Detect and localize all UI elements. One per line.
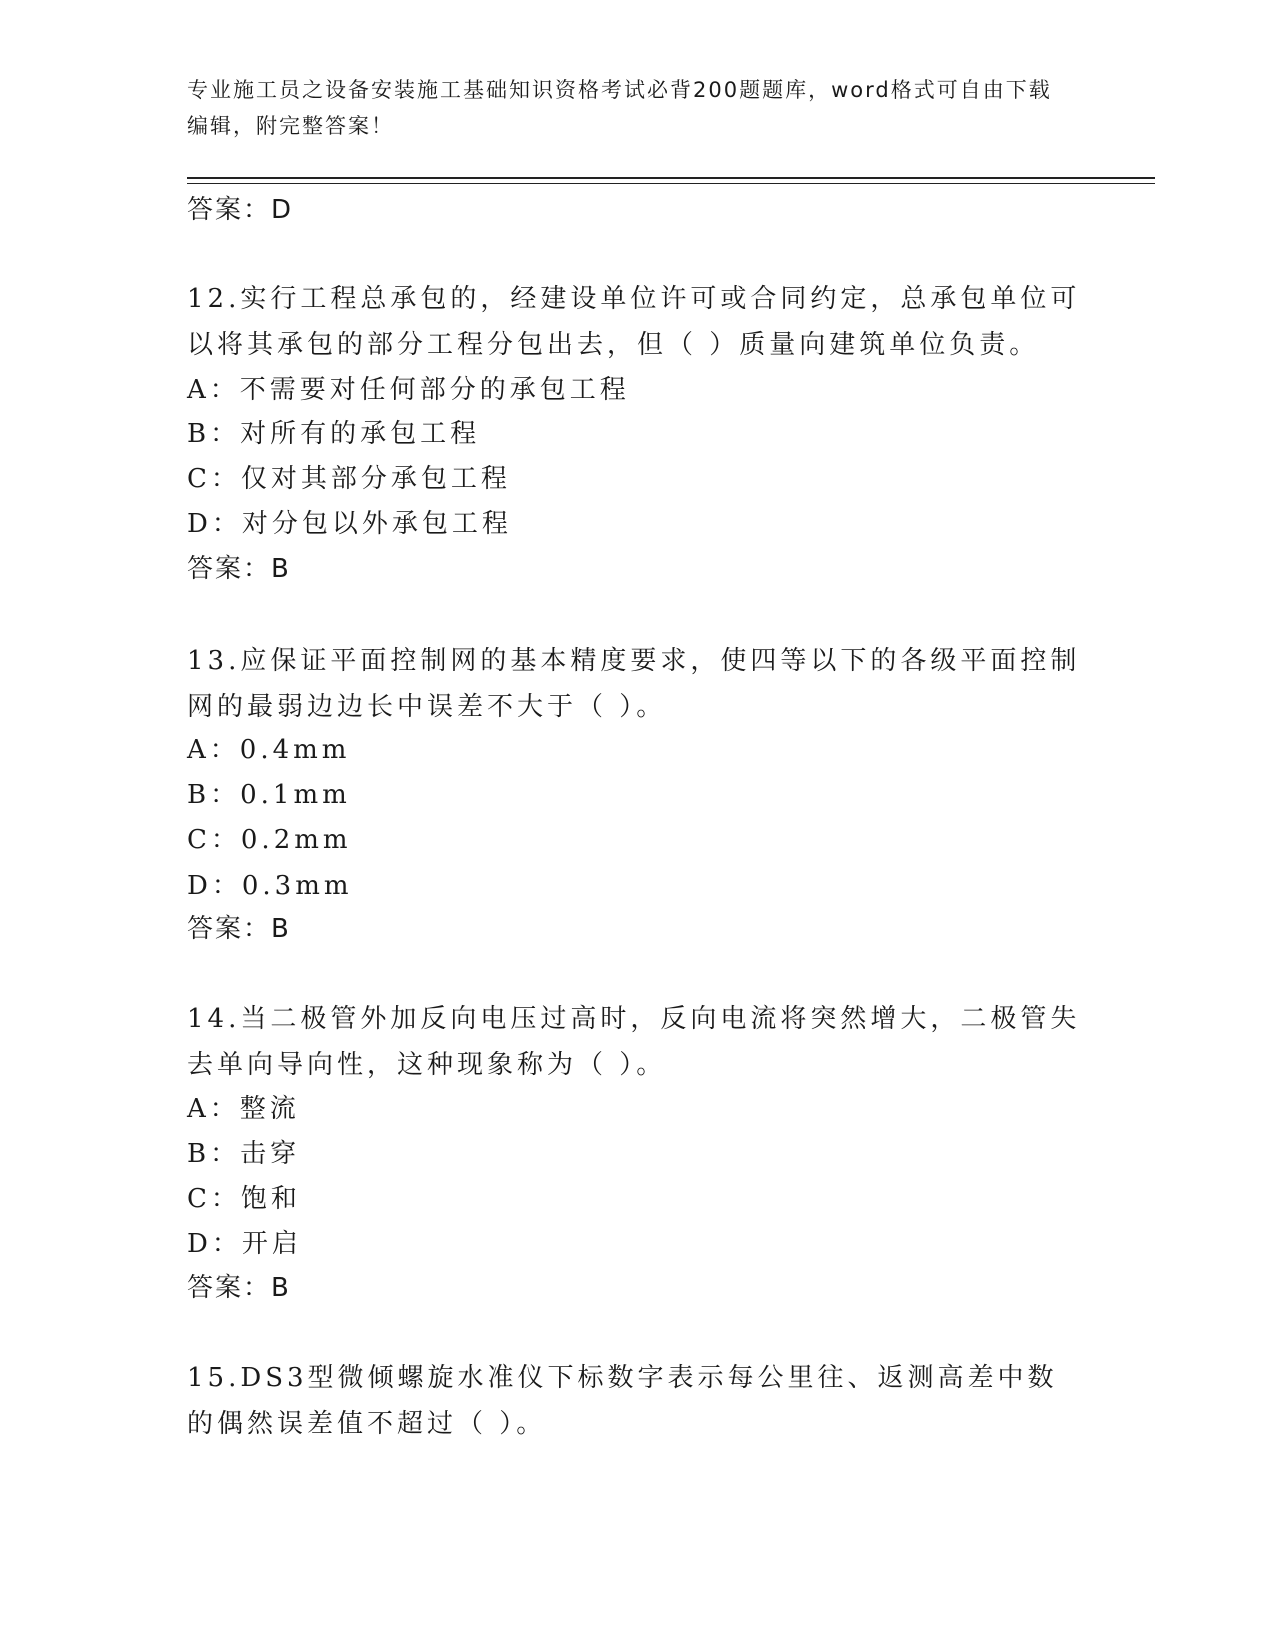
question-14-option-d: D：开启 [187, 1229, 302, 1259]
answer-13: 答案：B [187, 914, 291, 944]
question-15: 15.DS3型微倾螺旋水准仪下标数字表示每公里往、返测高差中数的偶然误差值不超过（ ）。 [187, 1363, 1058, 1439]
question-14-option-b: B：击穿 [187, 1139, 301, 1169]
header-divider-thick [187, 177, 1155, 179]
header-divider-thin [187, 183, 1155, 184]
document-header: 专业施工员之设备安装施工基础知识资格考试必背200题题库，word格式可自由下载编辑，附完整答案！ [187, 78, 1052, 138]
question-13-option-a: A：0.4mm [187, 735, 351, 765]
question-14-option-c: C：饱和 [187, 1184, 301, 1214]
answer-11: 答案：D [187, 195, 294, 225]
question-13-option-b: B：0.1mm [187, 780, 351, 810]
question-13-option-d: D：0.3mm [187, 871, 353, 901]
answer-12: 答案：B [187, 554, 291, 584]
question-13-option-c: C：0.2mm [187, 825, 352, 855]
question-14-option-a: A：整流 [187, 1094, 300, 1124]
question-13: 13.应保证平面控制网的基本精度要求，使四等以下的各级平面控制网的最弱边边长中误差不大于（ ）。 [187, 646, 1081, 722]
question-12: 12.实行工程总承包的，经建设单位许可或合同约定，总承包单位可以将其承包的部分工程分包出去，但（ ）质量向建筑单位负责。 [187, 284, 1081, 360]
question-12-option-d: D：对分包以外承包工程 [187, 509, 512, 539]
question-14: 14.当二极管外加反向电压过高时，反向电流将突然增大，二极管失去单向导向性，这种现象称为（ ）。 [187, 1004, 1081, 1080]
question-12-option-a: A：不需要对任何部分的承包工程 [187, 375, 630, 405]
question-12-option-c: C：仅对其部分承包工程 [187, 464, 511, 494]
answer-14: 答案：B [187, 1273, 291, 1303]
question-12-option-b: B：对所有的承包工程 [187, 419, 481, 449]
